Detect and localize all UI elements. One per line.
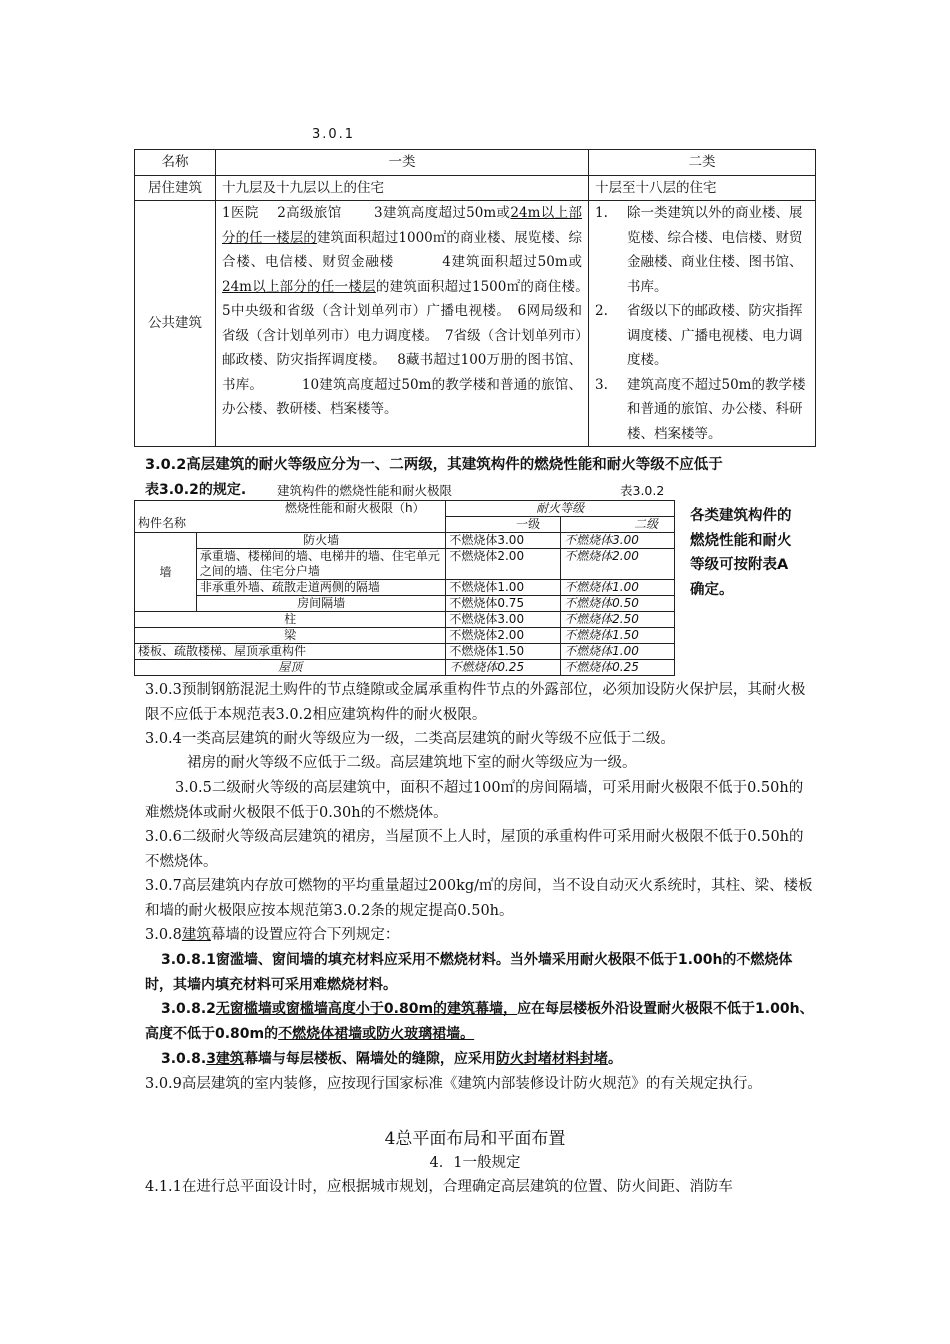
row-g2: 不燃烧体3.00 <box>561 533 675 549</box>
underlined-text: 24m以上部分的任一楼层的 <box>222 205 582 246</box>
row-g2: 不燃烧体0.50 <box>561 596 675 612</box>
table-row <box>135 628 675 644</box>
table-row <box>135 150 816 176</box>
row-g1: 不燃烧体1.50 <box>446 644 561 660</box>
row-public-class2 <box>589 201 816 447</box>
row-name: 承重墙、楼梯间的墙、电梯井的墙、住宅单元之间的墙、住宅分户墙 <box>196 549 445 580</box>
list-num: 1. <box>595 205 608 221</box>
text-segment: 建筑面积超过1000㎡的商业楼、展览楼、综合楼、电信楼、财贸金融楼 4建筑面积超过50m或 <box>222 229 583 270</box>
header-diag-label: 燃烧性能和耐火极限（h） <box>285 501 425 515</box>
p302-line2: 表3.0.2的规定. <box>145 482 247 498</box>
row-name: 房间隔墙 <box>196 596 445 612</box>
underlined-text: 24m以上部分的任一楼层 <box>222 278 376 295</box>
text-segment: 1医院 2高级旅馆 3建筑高度超过50m或 <box>222 205 511 221</box>
text-segment: 幕墙的设置应符合下列规定： <box>210 927 400 943</box>
table-row <box>135 580 675 596</box>
underlined-text: 防火封堵材料封堵 <box>495 1051 608 1067</box>
list-text: 除一类建筑以外的商业楼、展览楼、综合楼、电信楼、财贸金融楼、商业住楼、图书馆、书库。 <box>627 205 803 295</box>
text-segment: 。 <box>607 1051 622 1067</box>
heading-chapter-4: 4总平面布局和平面布置 <box>384 1129 566 1149</box>
header-name-label: 构件名称 <box>138 516 187 530</box>
p3082 <box>145 997 815 1046</box>
row-name: 楼板、疏散楼梯、屋顶承重构件 <box>135 644 446 660</box>
p302-line1: 3.0.2高层建筑的耐火等级应分为一、二两级，其建筑构件的燃烧性能和耐火等级不应低于 <box>145 457 723 473</box>
class2-list <box>595 201 809 446</box>
table-302 <box>134 500 675 676</box>
p3081: 3.0.8.1窗滥墙、窗间墙的填充材料应采用不燃烧材料。当外墙采用耐火极限不低于1.00h的不燃烧体时，其墙内填充材料可采用难燃烧材料。 <box>145 952 793 993</box>
header-grade: 耐火等级 <box>446 501 675 517</box>
p304: 3.0.4一类高层建筑的耐火等级应为一级，二类高层建筑的耐火等级不应低于二级。 <box>145 731 675 747</box>
row-residential-class1: 十九层及十九层以上的住宅 <box>216 175 589 201</box>
list-item <box>595 373 809 447</box>
p305: 3.0.5二级耐火等级的高层建筑中，面积不超过100㎡的房间隔墙，可采用耐火极限不低于0.50h的难燃烧体或耐火极限不低于0.30h的不燃烧体。 <box>145 780 804 821</box>
text-segment: 3.0.8 <box>145 927 182 943</box>
table-row <box>135 533 675 549</box>
row-public-name: 公共建筑 <box>135 201 216 447</box>
text-segment: 应在每层楼板外沿设置耐火极限不低于1.00h、高度不低于0.80m的 <box>145 1001 814 1042</box>
list-text: 省级以下的邮政楼、防灾指挥调度楼、广播电视楼、电力调度楼。 <box>627 303 803 368</box>
table-302-label: 表3.0.2 <box>620 483 665 498</box>
list-text: 建筑高度不超过50m的教学楼和普通的旅馆、办公楼、科研楼、档案楼等。 <box>627 376 806 442</box>
header-diagonal-cell <box>135 501 446 533</box>
row-g2: 不燃烧体0.25 <box>561 660 675 676</box>
side-note: 各类建筑构件的燃烧性能和耐火等级可按附表A确定。 <box>690 508 792 598</box>
row-public-class1 <box>216 201 610 447</box>
underlined-text: 3建筑 <box>206 1051 244 1067</box>
underlined-text: 无窗槛墙或窗槛墙高度小于0.80m的建筑幕墙， <box>215 1001 518 1017</box>
table-row <box>135 660 675 676</box>
text-segment: 幕墙与每层楼板、隔墙处的缝隙，应采用 <box>243 1051 496 1067</box>
row-g1: 不燃烧体0.75 <box>446 596 561 612</box>
row-residential-class2: 十层至十八层的住宅 <box>589 175 816 201</box>
table-row <box>135 596 675 612</box>
list-num: 2. <box>595 303 608 319</box>
row-g2: 不燃烧体2.50 <box>561 612 675 628</box>
header-name: 名称 <box>135 150 216 176</box>
row-g1: 不燃烧体0.25 <box>446 660 561 676</box>
grade2-label: 二级 <box>633 517 658 531</box>
list-num: 3. <box>595 376 608 393</box>
table-row <box>135 501 675 517</box>
text-segment: 的建筑面积超过1500㎡的商住楼。 5中央级和省级（含计划单列市）广播电视楼。 6网局级和省级（含计划单列市）电力调度楼。 7省级（含计划单列市）邮政楼、防灾指挥调度楼。 8藏书超过100万册的图书馆、书库。 10建筑高度超过50m的教学楼和普通的旅馆、办公楼、教研楼、档案楼等。 <box>222 278 610 417</box>
table-row <box>135 644 675 660</box>
p3083 <box>145 1047 815 1072</box>
header-grade2 <box>561 517 675 533</box>
row-g1: 不燃烧体1.00 <box>446 580 561 596</box>
text-segment: 3.0.8. <box>161 1051 207 1067</box>
list-item <box>595 299 809 373</box>
p309: 3.0.9高层建筑的室内装修，应按现行国家标准《建筑内部装修设计防火规范》的有关规定执行。 <box>145 1076 762 1092</box>
p308 <box>145 923 815 948</box>
row-g2: 不燃烧体2.00 <box>561 549 675 580</box>
text-segment: 3.0.8.2 <box>161 1001 216 1017</box>
heading-4-1: 4．1一般规定 <box>429 1155 521 1171</box>
underlined-text: 建筑 <box>181 927 211 943</box>
p304b: 裙房的耐火等级不应低于二级。高层建筑地下室的耐火等级应为一级。 <box>187 755 637 771</box>
row-name: 屋顶 <box>135 660 446 676</box>
table-row <box>135 175 816 201</box>
row-name: 防火墙 <box>196 533 445 549</box>
header-class2: 二类 <box>589 150 816 176</box>
row-name: 柱 <box>135 612 446 628</box>
underlined-text: 不燃烧体裙墙或防火玻璃裙墙。 <box>278 1025 475 1042</box>
row-g2: 不燃烧体1.00 <box>561 580 675 596</box>
row-g1: 不燃烧体2.00 <box>446 549 561 580</box>
row-name: 非承重外墙、疏散走道两侧的隔墙 <box>196 580 445 596</box>
grade1-label: 一级 <box>516 517 541 531</box>
row-name: 梁 <box>135 628 446 644</box>
table-row <box>135 612 675 628</box>
row-residential-name: 居住建筑 <box>135 175 216 201</box>
header-class1: 一类 <box>216 150 589 176</box>
table-row <box>135 201 816 447</box>
row-g2: 不燃烧体1.50 <box>561 628 675 644</box>
row-g2: 不燃烧体1.00 <box>561 644 675 660</box>
list-item <box>595 201 809 299</box>
table-row <box>135 549 675 580</box>
p411: 4.1.1在进行总平面设计时，应根据城市规划，合理确定高层建筑的位置、防火间距、消防车 <box>145 1179 733 1195</box>
table-301 <box>134 149 816 447</box>
table-301-caption: 3.0.1 <box>312 127 356 142</box>
row-g1: 不燃烧体3.00 <box>446 533 561 549</box>
row-g1: 不燃烧体3.00 <box>446 612 561 628</box>
table-302-title: 建筑构件的燃烧性能和耐火极限 <box>277 483 453 498</box>
row-g1: 不燃烧体2.00 <box>446 628 561 644</box>
header-grade1 <box>446 517 561 533</box>
p307: 3.0.7高层建筑内存放可燃物的平均重量超过200kg/㎡的房间，当不设自动灭火系统时，其柱、梁、楼板和墙的耐火极限应按本规范第3.0.2条的规定提高0.50h。 <box>145 878 813 919</box>
p306: 3.0.6二级耐火等级高层建筑的裙房，当屋顶不上人时，屋顶的承重构件可采用耐火极限不低于0.50h的不燃烧体。 <box>145 829 804 870</box>
p303: 3.0.3预制钢筋混泥土购件的节点缝隙或金属承重构件节点的外露部位，必须加设防火保护层，其耐火极限不应低于本规范表3.0.2相应建筑构件的耐火极限。 <box>145 682 806 723</box>
wall-group-label: 墙 <box>135 533 197 612</box>
